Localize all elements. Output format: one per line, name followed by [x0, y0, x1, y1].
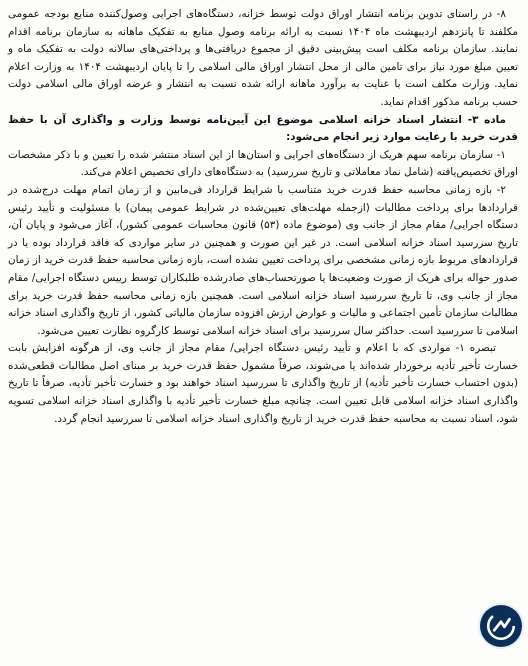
article-3-heading: ماده ۳- انتشار اسناد خزانه اسلامی موضوع این آیین‌نامه توسط وزارت و واگذاری آن با حفظ قدرت خرید با رعایت موارد زیر انجام می‌شود: — [8, 113, 518, 144]
clause-2-paragraph: ۲- بازه زمانی محاسبه حفظ قدرت خرید متناسب با شرایط قرارداد فی‌مابین و از زمان اتمام مهلت درج‌شده در قراردادها برای پرداخت مطالبات (ازجمله مهلت‌های تعیین‌شده در شرایط عمومی پیمان) با مسئولیت و تأیید رئیس دستگاه اجرایی/ مقام مجاز از جانب وی (موضوع ماده (۵۳) قانون محاسبات عمومی کشور)، آغاز می‌شود و پایان آن، تاریخ سررسید اسناد خزانه اسلامی است. در غیر این صورت و همچنین در سایر مواردی که فاقد قرارداد بوده یا در قراردادهای مربوط بازه زمانی مشخصی برای پرداخت تعیین نشده است، بازه زمانی محاسبه حفظ قدرت خرید از زمان صدور حواله برای هریک از صورت وضعیت‌ها یا صورتحساب‌های صادرشده طلبکاران توسط رییس دستگاه اجرایی/ مقام مجاز از جانب وی، تا تاریخ سررسید اسناد خزانه اسلامی است. همچنین بازه زمانی محاسبه حفظ قدرت خرید برای مطالبات سازمان تأمین اجتماعی و مالیات و عوارض ارزش افزوده سازمان مالیاتی کشور، از تاریخ واگذاری اسناد خزانه اسلامی تا سررسید است. حداکثر سال سررسید برای اسناد خزانه اسلامی توسط کارگروه نظارت تعیین می‌شود. — [8, 183, 518, 337]
logo-swirl-icon — [484, 609, 518, 643]
clause-1-paragraph: ۱- سازمان برنامه سهم هریک از دستگاه‌های اجرایی و استان‌ها از این اسناد منتشر شده را تعیین و با ذکر مشخصات اوراق تخصیص‌یافته (شامل نماد معاملاتی و تاریخ سررسید) به دستگاه‌های دارای تخصیص اعلام می‌کند. — [8, 148, 518, 179]
clause-8-paragraph: ۸- در راستای تدوین برنامه انتشار اوراق دولت توسط خزانه، دستگاه‌های اجرایی وصول‌کننده منابع بودجه عمومی مکلفند تا پانزدهم اردیبهشت ماه ۱۴۰۴ نسبت به ارائه برنامه وصول منابع به تفکیک ماهانه به سازمان برنامه اقدام نمایند. سازمان برنامه مکلف است پیش‌بینی دقیق از مجموع دریافتی‌ها و پرداختی‌های سالانه دولت به تفکیک ماه و تعیین مبلغ مورد نیاز برای تامین مالی از محل انتشار اوراق مالی اسلامی را تا پایان اردیبهشت ۱۴۰۴ به وزارت اعلام نماید. وزارت مکلف است با عنایت به برآورد ماهانه ارائه شده نسبت به انتشار و عرضه اوراق مالی اسلامی دولت حسب برنامه مذکور اقدام نماید. — [8, 8, 518, 108]
publisher-logo-icon — [480, 605, 522, 647]
document-body — [8, 6, 518, 428]
note-1-paragraph: تبصره ۱- مواردی که با اعلام و تأیید رئیس دستگاه اجرایی/ مقام مجاز از جانب وی، از هرگونه افزایش بابت خسارت تأخیر تأدیه برخوردار شده‌اند یا می‌شوند، صرفاً مشمول حفظ قدرت خرید بر مبنای اصل مطالبات قطعی‌شده (بدون احتساب خسارت تأخیر تأدیه) از تاریخ واگذاری تا سررسید اسناد خواهند بود و خسارت تأخیر تأدیه، صرفاً تا تاریخ واگذاری اسناد خزانه اسلامی قابل تعیین است. چنانچه مبلغ خسارت تأخیر تأدیه با واگذاری اسناد خزانه اسلامی تسویه شود، اسناد نسبت به محاسبه حفظ قدرت خرید از تاریخ واگذاری اسناد خزانه اسلامی تا سررسید انجام گردد. — [8, 342, 518, 425]
